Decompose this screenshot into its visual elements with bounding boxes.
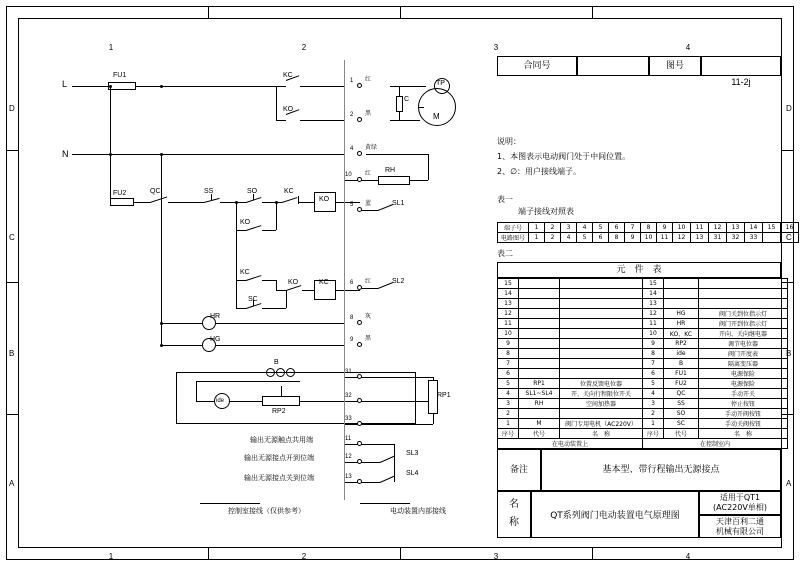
label-RP1: RP1 (437, 392, 451, 399)
wire-color-5: 蓝 (365, 200, 372, 207)
transformer-coil-1 (266, 368, 275, 377)
terminal-32 (357, 398, 362, 403)
apply-line1: 适用于QT1 (719, 493, 761, 502)
label-KC-nc: KC (284, 188, 294, 195)
frame-row-c-right: C (786, 233, 792, 242)
annotation-close-terminal: 输出无源接点关到位端 (244, 474, 314, 482)
drawing-label: 图号 (665, 61, 684, 71)
terminal-6 (357, 285, 362, 290)
label-SL1: SL1 (392, 200, 405, 207)
table-two-title: 元 件 表 (616, 265, 662, 275)
notes-item-2: 2、∅：用户接线端子。 (497, 167, 582, 176)
table-row: 1 M 阀门专用电机（AC220V） 1 SC 手动关阀按钮 (498, 419, 788, 429)
wire-number-11: 11 (345, 436, 352, 442)
annotation-common-terminal: 输出无源触点共用端 (250, 436, 313, 444)
frame-col-2-top: 2 (301, 43, 307, 52)
label-HG: HG (210, 336, 221, 343)
boundary-line (344, 60, 345, 500)
name-label-char1: 名 (509, 499, 519, 510)
label-C: C (404, 96, 410, 103)
drawing-value: 11-2j (731, 77, 751, 87)
name-label-char2: 称 (509, 517, 519, 528)
name-value: QT系列阀门电动装置电气原理图 (550, 511, 680, 521)
wire-L (72, 86, 108, 87)
wire-number-10: 10 (345, 172, 352, 178)
label-TP: TP (436, 80, 445, 87)
wire-number-9: 9 (350, 337, 354, 343)
wire-color-2: 黑 (365, 110, 372, 117)
frame-row-b-left: B (9, 349, 15, 358)
label-ide: ide (216, 398, 225, 404)
terminal-1 (357, 83, 362, 88)
label-QC: QC (150, 188, 161, 195)
wire-number-2: 2 (350, 112, 354, 118)
annotation-control-room-wiring: 控制室接线（仅供参考） (228, 507, 305, 515)
label-M: M (433, 112, 440, 121)
label-FU1: FU1 (113, 72, 127, 79)
label-L: L (62, 79, 68, 89)
company-line1: 天津百利二通 (716, 517, 764, 526)
fu1-fuse (108, 82, 136, 90)
table-row: 6 6 FU1 电源保险 (498, 369, 788, 379)
label-KO-coil: KO (319, 196, 330, 203)
frame-col-4-top: 4 (685, 43, 691, 52)
label-KC-top: KC (283, 72, 293, 79)
wire-number-32: 32 (345, 393, 352, 399)
label-SL4: SL4 (406, 470, 419, 477)
label-RH: RH (385, 167, 396, 174)
table-one-caption: 表一 (497, 195, 513, 204)
terminal-11 (357, 441, 362, 446)
wire-color-6: 红 (365, 278, 372, 285)
label-KC-hold: KC (240, 269, 250, 276)
label-SL3: SL3 (406, 450, 419, 457)
fu2-fuse (110, 198, 134, 206)
company-line2: 机械有限公司 (716, 527, 764, 536)
label-KO-top: KO (283, 106, 294, 113)
label-KO-nc: KO (288, 279, 299, 286)
drawing-value-box (701, 56, 781, 76)
table-one-subcaption: 端子接线对照表 (518, 207, 574, 216)
table-one-row1-label: 电路图号 (498, 233, 529, 243)
table-one (497, 222, 799, 243)
label-N: N (62, 149, 69, 159)
table-row: 端子号 1 2 3 4 5 6 7 8 9 10 11 12 13 14 15 16 (498, 223, 799, 233)
wire-color-8: 灰 (365, 313, 372, 320)
frame-col-1-top: 1 (108, 43, 114, 52)
wire-number-31: 31 (345, 369, 352, 375)
table-row: 13 13 (498, 299, 788, 309)
wire-N (72, 154, 344, 155)
terminal-33 (357, 421, 362, 426)
rh-heater (378, 176, 410, 185)
table-one-row0-label: 端子号 (498, 223, 529, 233)
table-two-caption: 表二 (497, 249, 513, 258)
rp2-potentiometer (262, 396, 300, 406)
terminal-31 (357, 374, 362, 379)
label-FU2: FU2 (113, 190, 127, 197)
apply-line2: (AC220V单相) (713, 503, 767, 512)
table-row: 11 11 HR 阀门开到位指示灯 (498, 319, 788, 329)
wire-number-12: 12 (345, 454, 352, 460)
frame-row-d-right: D (786, 104, 792, 113)
label-B: B (274, 359, 279, 366)
transformer-coil-3 (286, 368, 295, 377)
table-row: 9 9 RP2 调节电位器 (498, 339, 788, 349)
label-KC-coil: KC (319, 279, 329, 286)
table-row: 7 7 B 隔离变压器 (498, 359, 788, 369)
remark-label: 备注 (509, 465, 528, 475)
terminal-9 (357, 342, 362, 347)
frame-col-2-bottom: 2 (301, 552, 307, 561)
notes-heading: 说明： (497, 137, 521, 146)
table-row: 电路图号 1 2 4 5 6 8 9 10 11 12 13 31 32 33 (498, 233, 799, 243)
frame-row-a-right: A (786, 479, 792, 488)
table-row: 5 RP1 位置反馈电位器 5 FU2 电源保险 (498, 379, 788, 389)
table-two-header-row: 序号 代号 名 称 序号 代号 名 称 (498, 429, 788, 439)
label-SL2: SL2 (392, 278, 405, 285)
contract-value-box (577, 56, 649, 76)
annotation-open-terminal: 输出无源接点开到位端 (244, 454, 314, 462)
frame-col-3-bottom: 3 (493, 552, 499, 561)
table-row: 3 RH 空间加热器 3 SS 停止按钮 (498, 399, 788, 409)
notes-item-1: 1、本图表示电动阀门处于中间位置。 (497, 152, 631, 161)
table-row: 15 15 (498, 279, 788, 289)
terminal-10 (357, 177, 362, 182)
table-row: 2 2 SO 手动开阀按钮 (498, 409, 788, 419)
wire-number-13: 13 (345, 474, 352, 480)
table-row: 8 8 ide 阀门开度表 (498, 349, 788, 359)
wire-number-8: 8 (350, 315, 354, 321)
wire-color-9: 黑 (365, 335, 372, 342)
table-row: 14 14 (498, 289, 788, 299)
terminal-13 (357, 479, 362, 484)
contract-label: 合同号 (523, 61, 551, 71)
wire-color-4: 黄绿 (365, 144, 378, 151)
label-SC: SC (248, 296, 258, 303)
table-two (497, 278, 788, 449)
label-SS: SS (204, 188, 214, 195)
frame-col-4-bottom: 4 (685, 552, 691, 561)
annotation-internal-wiring: 电动装置内部接线 (390, 507, 446, 515)
frame-col-3-top: 3 (493, 43, 499, 52)
table-row: 4 SL1~SL4 开、关向行程限位开关 4 QC 手动开关 (498, 389, 788, 399)
table-row: 10 10 KO、KC 开向、关向继电器 (498, 329, 788, 339)
frame-row-d-left: D (9, 104, 15, 113)
table-row: 12 12 HG 阀门关到位指示灯 (498, 309, 788, 319)
wire-color-1: 红 (365, 76, 372, 83)
label-HR: HR (210, 313, 221, 320)
label-RP2: RP2 (272, 408, 286, 415)
remark-value: 基本型、带行程输出无源接点 (602, 465, 720, 475)
wire-color-10: 红 (365, 170, 372, 177)
transformer-coil-2 (276, 368, 285, 377)
capacitor-c (396, 96, 403, 112)
frame-col-1-bottom: 1 (108, 552, 114, 561)
frame-row-a-left: A (9, 479, 15, 488)
terminal-5 (357, 207, 362, 212)
terminal-8 (357, 320, 362, 325)
frame-row-c-left: C (9, 233, 15, 242)
terminal-2 (357, 117, 362, 122)
wire-number-6: 6 (350, 280, 354, 286)
terminal-4 (357, 151, 362, 156)
wire-number-33: 33 (345, 416, 352, 422)
wire-number-4: 4 (350, 146, 354, 152)
terminal-12 (357, 459, 362, 464)
label-KO-hold: KO (240, 219, 251, 226)
wire-number-1: 1 (350, 78, 354, 84)
table-two-footer-row: 在电动装置上 在控制室内 (498, 439, 788, 449)
frame-row-b-right: B (786, 349, 792, 358)
wire-number-5: 5 (350, 202, 354, 208)
label-SO: SO (247, 188, 258, 195)
